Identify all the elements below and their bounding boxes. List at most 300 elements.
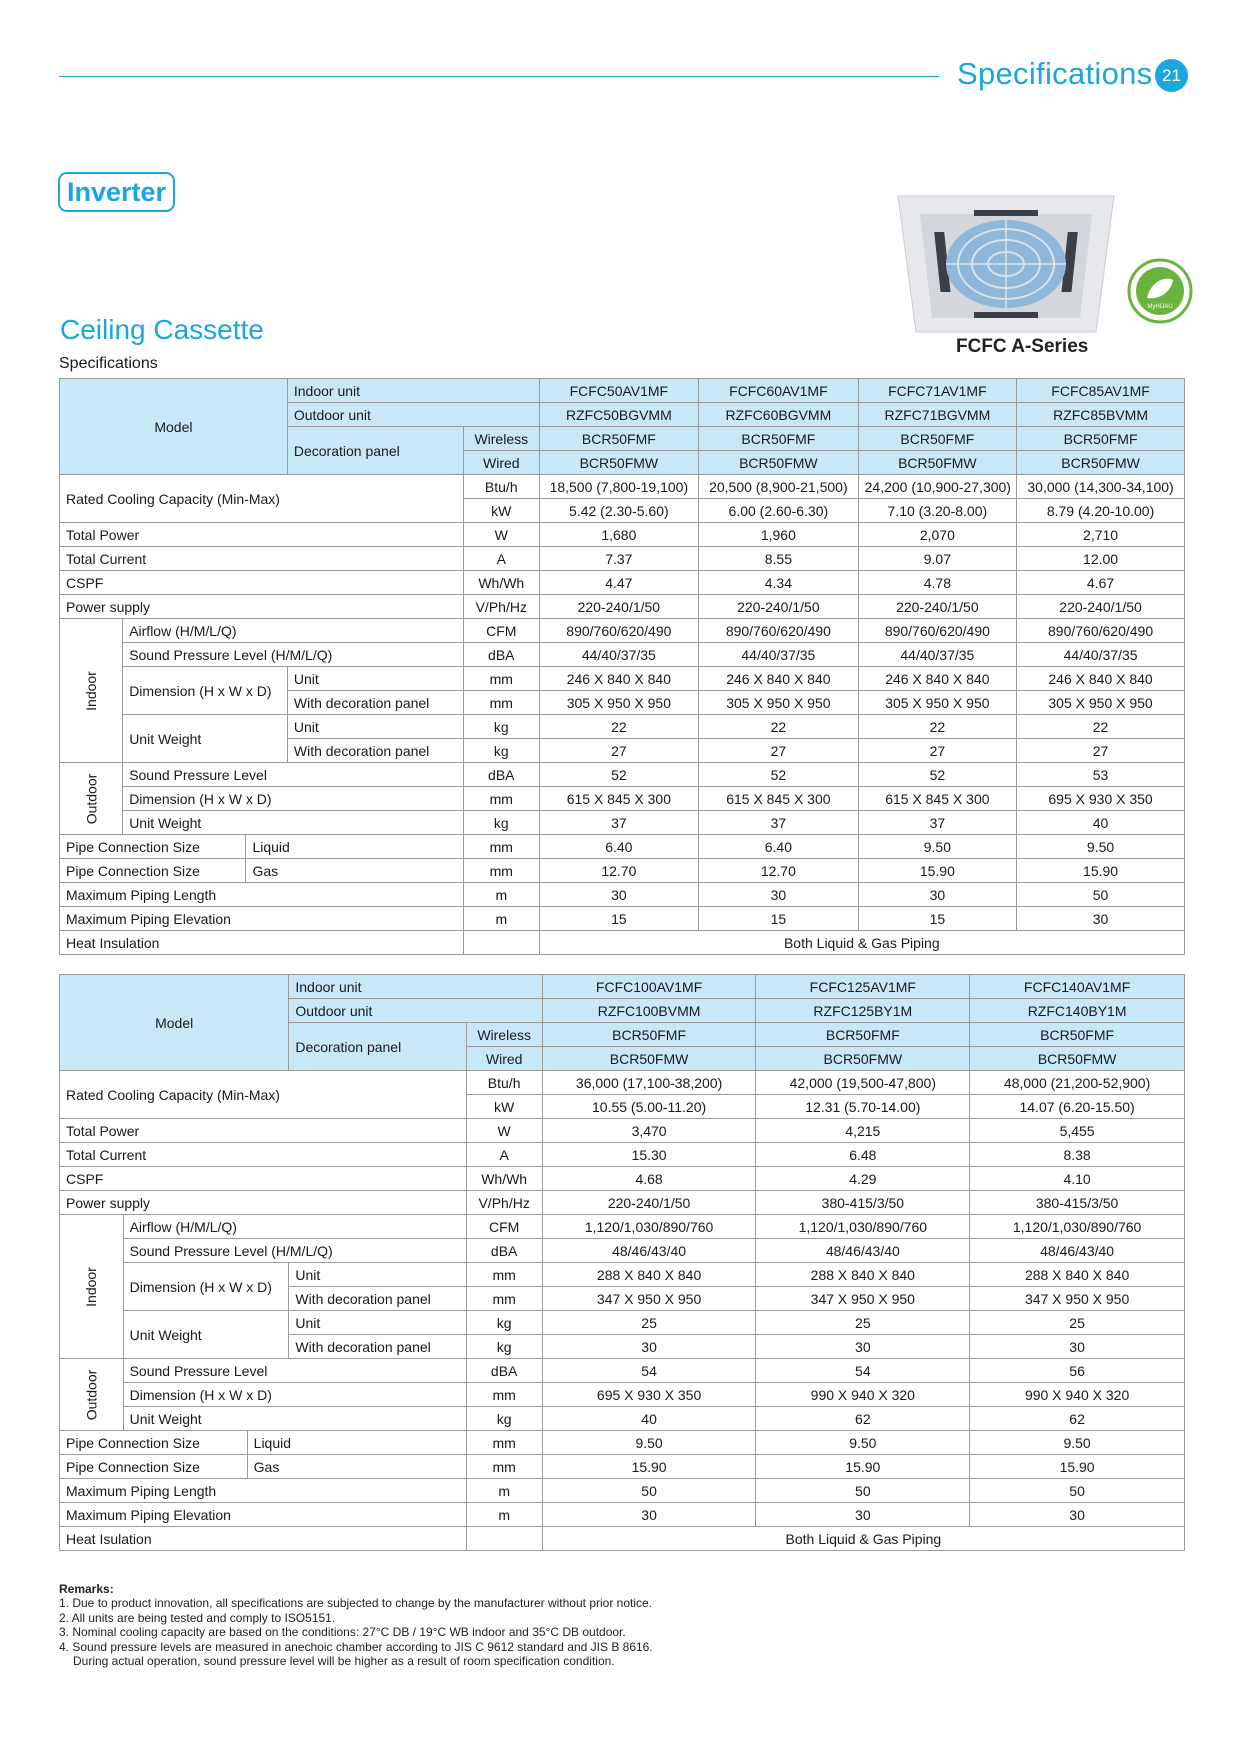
- table-cell: 52: [699, 763, 859, 787]
- table-cell: 37: [858, 811, 1016, 835]
- table-cell: 15.90: [756, 1455, 970, 1479]
- table-cell: 288 X 840 X 840: [542, 1263, 756, 1287]
- row-label: Maximum Piping Elevation: [60, 1503, 467, 1527]
- row-label: Dimension (H x W x D): [123, 667, 288, 715]
- table-cell: 6.40: [539, 835, 699, 859]
- table-cell: 246 X 840 X 840: [1017, 667, 1185, 691]
- table-cell: 22: [539, 715, 699, 739]
- table-cell: FCFC71AV1MF: [858, 379, 1016, 403]
- row-label: Airflow (H/M/L/Q): [123, 619, 464, 643]
- table-cell: 22: [699, 715, 859, 739]
- table-row: [60, 1167, 1185, 1191]
- decoration-panel-label: Decoration panel: [289, 1023, 466, 1071]
- table-cell: 220-240/1/50: [539, 595, 699, 619]
- table-cell: 27: [699, 739, 859, 763]
- table-cell: BCR50FMF: [1017, 427, 1185, 451]
- table-cell: 50: [756, 1479, 970, 1503]
- spec-table-2: [59, 974, 1185, 1551]
- unit-cell: kg: [466, 1311, 542, 1335]
- table-cell: Both Liquid & Gas Piping: [542, 1527, 1184, 1551]
- table-cell: BCR50FMF: [699, 427, 859, 451]
- row-label: Unit Weight: [123, 811, 464, 835]
- unit-cell: [463, 931, 539, 955]
- row-label: Unit Weight: [123, 715, 288, 763]
- table-cell: RZFC71BGVMM: [858, 403, 1016, 427]
- remark-item: 3. Nominal cooling capacity are based on the conditions: 27°C DB / 19°C WB indoor and 35°C DB outdoor.: [59, 1625, 626, 1640]
- table-cell: 246 X 840 X 840: [699, 667, 859, 691]
- table-row: [60, 1455, 1185, 1479]
- table-row: [60, 547, 1185, 571]
- decoration-panel-label: Decoration panel: [287, 427, 463, 475]
- table-cell: RZFC60BGVMM: [699, 403, 859, 427]
- table-row: [60, 1119, 1185, 1143]
- row-label: Dimension (H x W x D): [123, 787, 464, 811]
- table-cell: 14.07 (6.20-15.50): [970, 1095, 1185, 1119]
- table-cell: RZFC50BGVMM: [539, 403, 699, 427]
- table-row: [60, 1191, 1185, 1215]
- table-cell: 15.90: [970, 1455, 1185, 1479]
- table-cell: BCR50FMW: [970, 1047, 1185, 1071]
- myhijau-logo: [1127, 258, 1193, 324]
- table-cell: BCR50FMF: [858, 427, 1016, 451]
- table-cell: 37: [699, 811, 859, 835]
- table-cell: 8.79 (4.20-10.00): [1017, 499, 1185, 523]
- table-cell: 990 X 940 X 320: [756, 1383, 970, 1407]
- table-cell: 54: [542, 1359, 756, 1383]
- table-row: [60, 1311, 1185, 1335]
- table-cell: 8.38: [970, 1143, 1185, 1167]
- wireless-label: Wireless: [466, 1023, 542, 1047]
- table-cell: BCR50FMW: [539, 451, 699, 475]
- table-row: [60, 475, 1185, 499]
- table-row: [60, 595, 1185, 619]
- unit-cell: kg: [463, 811, 539, 835]
- table-row: [60, 1479, 1185, 1503]
- table-cell: 990 X 940 X 320: [970, 1383, 1185, 1407]
- row-label: Pipe Connection Size: [60, 835, 246, 859]
- table-cell: 30: [699, 883, 859, 907]
- table-cell: BCR50FMF: [539, 427, 699, 451]
- unit-cell: Btu/h: [463, 475, 539, 499]
- table-cell: 48/46/43/40: [756, 1239, 970, 1263]
- row-label: Unit: [289, 1263, 466, 1287]
- table-cell: 4.34: [699, 571, 859, 595]
- unit-cell: kg: [463, 715, 539, 739]
- table-cell: 48,000 (21,200-52,900): [970, 1071, 1185, 1095]
- row-label: Dimension (H x W x D): [123, 1263, 289, 1311]
- unit-cell: mm: [463, 691, 539, 715]
- indoor-unit-label: Indoor unit: [289, 975, 542, 999]
- row-label: Power supply: [60, 1191, 467, 1215]
- row-label: With decoration panel: [289, 1335, 466, 1359]
- table-cell: FCFC140AV1MF: [970, 975, 1185, 999]
- table-row: [60, 715, 1185, 739]
- unit-cell: CFM: [463, 619, 539, 643]
- table-cell: 22: [1017, 715, 1185, 739]
- table-cell: 42,000 (19,500-47,800): [756, 1071, 970, 1095]
- page-title: Specifications: [957, 56, 1153, 91]
- row-label: Liquid: [247, 1431, 466, 1455]
- row-label: Heat Isulation: [60, 1527, 467, 1551]
- table-cell: 305 X 950 X 950: [699, 691, 859, 715]
- table-cell: 12.31 (5.70-14.00): [756, 1095, 970, 1119]
- table-cell: 695 X 930 X 350: [1017, 787, 1185, 811]
- table-cell: 44/40/37/35: [539, 643, 699, 667]
- table-cell: 4.10: [970, 1167, 1185, 1191]
- row-label: Pipe Connection Size: [60, 1431, 248, 1455]
- row-label: Sound Pressure Level: [123, 1359, 466, 1383]
- row-label: Pipe Connection Size: [60, 1455, 248, 1479]
- row-label: Sound Pressure Level: [123, 763, 464, 787]
- unit-cell: V/Ph/Hz: [466, 1191, 542, 1215]
- wired-label: Wired: [466, 1047, 542, 1071]
- unit-cell: kg: [463, 739, 539, 763]
- row-label: Sound Pressure Level (H/M/L/Q): [123, 643, 464, 667]
- table-row: [60, 1527, 1185, 1551]
- row-label: Liquid: [246, 835, 464, 859]
- table-cell: BCR50FMW: [1017, 451, 1185, 475]
- unit-cell: [466, 1527, 542, 1551]
- remark-item: During actual operation, sound pressure level will be higher as a result of room specification condition.: [73, 1654, 615, 1669]
- indoor-unit-label: Indoor unit: [287, 379, 539, 403]
- table-cell: FCFC100AV1MF: [542, 975, 756, 999]
- row-label: Unit: [289, 1311, 466, 1335]
- unit-cell: A: [463, 547, 539, 571]
- table-cell: BCR50FMF: [970, 1023, 1185, 1047]
- table-cell: 220-240/1/50: [858, 595, 1016, 619]
- table-cell: 15.90: [858, 859, 1016, 883]
- table-row: [60, 1431, 1185, 1455]
- table-cell: 890/760/620/490: [1017, 619, 1185, 643]
- table-cell: 12.00: [1017, 547, 1185, 571]
- table-cell: 615 X 845 X 300: [699, 787, 859, 811]
- row-label: Gas: [247, 1455, 466, 1479]
- table-cell: FCFC85AV1MF: [1017, 379, 1185, 403]
- table-cell: 3,470: [542, 1119, 756, 1143]
- table-cell: 30,000 (14,300-34,100): [1017, 475, 1185, 499]
- table-row: [60, 1215, 1185, 1239]
- table-cell: 4.67: [1017, 571, 1185, 595]
- table-cell: 48/46/43/40: [970, 1239, 1185, 1263]
- unit-cell: Wh/Wh: [463, 571, 539, 595]
- table-cell: 15: [858, 907, 1016, 931]
- table-row: [60, 1407, 1185, 1431]
- table-cell: BCR50FMW: [542, 1047, 756, 1071]
- row-label: Maximum Piping Length: [60, 883, 464, 907]
- unit-cell: W: [466, 1119, 542, 1143]
- table-cell: FCFC50AV1MF: [539, 379, 699, 403]
- wireless-label: Wireless: [463, 427, 539, 451]
- row-label: Power supply: [60, 595, 464, 619]
- spec-table-1: [59, 378, 1185, 955]
- table-cell: 44/40/37/35: [699, 643, 859, 667]
- table-cell: 48/46/43/40: [542, 1239, 756, 1263]
- section-subtitle: Specifications: [59, 355, 158, 372]
- table-cell: 24,200 (10,900-27,300): [858, 475, 1016, 499]
- table-cell: FCFC125AV1MF: [756, 975, 970, 999]
- row-label: Unit: [287, 667, 463, 691]
- unit-cell: mm: [463, 859, 539, 883]
- table-cell: 2,070: [858, 523, 1016, 547]
- table-cell: 5,455: [970, 1119, 1185, 1143]
- outdoor-unit-label: Outdoor unit: [289, 999, 542, 1023]
- unit-cell: m: [463, 907, 539, 931]
- row-label: Total Current: [60, 1143, 467, 1167]
- row-label: CSPF: [60, 571, 464, 595]
- table-cell: 305 X 950 X 950: [539, 691, 699, 715]
- unit-cell: mm: [463, 787, 539, 811]
- table-row: [60, 1071, 1185, 1095]
- table-cell: Both Liquid & Gas Piping: [539, 931, 1184, 955]
- table-cell: 30: [539, 883, 699, 907]
- table-cell: 288 X 840 X 840: [970, 1263, 1185, 1287]
- outdoor-group-label: Outdoor: [60, 1359, 124, 1431]
- table-row: [60, 763, 1185, 787]
- table-row: [60, 931, 1185, 955]
- table-cell: 9.50: [756, 1431, 970, 1455]
- unit-cell: m: [466, 1503, 542, 1527]
- table-cell: 4,215: [756, 1119, 970, 1143]
- unit-cell: mm: [463, 667, 539, 691]
- table-cell: 380-415/3/50: [970, 1191, 1185, 1215]
- table-cell: 6.48: [756, 1143, 970, 1167]
- page-number: 21: [1155, 59, 1188, 92]
- table-cell: 347 X 950 X 950: [756, 1287, 970, 1311]
- row-label: CSPF: [60, 1167, 467, 1191]
- row-label: Total Power: [60, 523, 464, 547]
- unit-cell: mm: [463, 835, 539, 859]
- table-cell: 890/760/620/490: [858, 619, 1016, 643]
- table-cell: 6.40: [699, 835, 859, 859]
- table-row: [60, 1239, 1185, 1263]
- table-cell: 7.37: [539, 547, 699, 571]
- row-label: Total Current: [60, 547, 464, 571]
- table-cell: RZFC125BY1M: [756, 999, 970, 1023]
- table-cell: 220-240/1/50: [542, 1191, 756, 1215]
- table-cell: 4.78: [858, 571, 1016, 595]
- table-cell: 8.55: [699, 547, 859, 571]
- table-cell: 890/760/620/490: [699, 619, 859, 643]
- unit-cell: dBA: [466, 1359, 542, 1383]
- unit-cell: kW: [463, 499, 539, 523]
- table-cell: 30: [756, 1503, 970, 1527]
- table-cell: 30: [970, 1335, 1185, 1359]
- indoor-group-label: Indoor: [60, 1215, 124, 1359]
- table-cell: 62: [756, 1407, 970, 1431]
- row-label: Unit: [287, 715, 463, 739]
- row-label: Maximum Piping Length: [60, 1479, 467, 1503]
- table-cell: RZFC140BY1M: [970, 999, 1185, 1023]
- table-cell: 305 X 950 X 950: [858, 691, 1016, 715]
- unit-cell: m: [463, 883, 539, 907]
- table-row: [60, 643, 1185, 667]
- table-cell: 246 X 840 X 840: [539, 667, 699, 691]
- table-cell: 9.50: [542, 1431, 756, 1455]
- section-title: Ceiling Cassette: [60, 314, 264, 345]
- unit-cell: Wh/Wh: [466, 1167, 542, 1191]
- table-row: [60, 883, 1185, 907]
- table-cell: FCFC60AV1MF: [699, 379, 859, 403]
- row-label: Unit Weight: [123, 1311, 289, 1359]
- table-row: [60, 571, 1185, 595]
- table-cell: 380-415/3/50: [756, 1191, 970, 1215]
- table-row: [60, 1359, 1185, 1383]
- table-cell: 1,960: [699, 523, 859, 547]
- table-cell: 1,680: [539, 523, 699, 547]
- row-label: Rated Cooling Capacity (Min-Max): [60, 1071, 467, 1119]
- table-row: [60, 619, 1185, 643]
- table-row: [60, 811, 1185, 835]
- ceiling-cassette-image: [890, 192, 1122, 340]
- table-cell: 9.50: [1017, 835, 1185, 859]
- header-rule: [59, 76, 939, 77]
- row-label: With decoration panel: [287, 739, 463, 763]
- table-cell: 50: [542, 1479, 756, 1503]
- table-cell: 347 X 950 X 950: [542, 1287, 756, 1311]
- table-cell: 30: [970, 1503, 1185, 1527]
- table-cell: 4.47: [539, 571, 699, 595]
- unit-cell: W: [463, 523, 539, 547]
- table-cell: 53: [1017, 763, 1185, 787]
- table-cell: 25: [970, 1311, 1185, 1335]
- table-cell: BCR50FMW: [699, 451, 859, 475]
- row-label: Unit Weight: [123, 1407, 466, 1431]
- table-row: [60, 835, 1185, 859]
- unit-cell: mm: [466, 1383, 542, 1407]
- row-label: Total Power: [60, 1119, 467, 1143]
- unit-cell: V/Ph/Hz: [463, 595, 539, 619]
- svg-text:MyHIJAU: MyHIJAU: [1147, 304, 1173, 310]
- unit-cell: Btu/h: [466, 1071, 542, 1095]
- table-cell: 4.68: [542, 1167, 756, 1191]
- unit-cell: A: [466, 1143, 542, 1167]
- unit-cell: kg: [466, 1335, 542, 1359]
- table-cell: 54: [756, 1359, 970, 1383]
- table-cell: 615 X 845 X 300: [858, 787, 1016, 811]
- table-cell: 9.50: [970, 1431, 1185, 1455]
- table-cell: 15.30: [542, 1143, 756, 1167]
- table-cell: BCR50FMW: [858, 451, 1016, 475]
- table-cell: 15: [539, 907, 699, 931]
- table-cell: 36,000 (17,100-38,200): [542, 1071, 756, 1095]
- table-cell: 40: [542, 1407, 756, 1431]
- unit-cell: mm: [466, 1287, 542, 1311]
- table-cell: 7.10 (3.20-8.00): [858, 499, 1016, 523]
- table-cell: 25: [756, 1311, 970, 1335]
- outdoor-unit-label: Outdoor unit: [287, 403, 539, 427]
- table-cell: 30: [1017, 907, 1185, 931]
- table-row: [60, 787, 1185, 811]
- table-cell: 30: [542, 1335, 756, 1359]
- model-label: Model: [60, 975, 289, 1071]
- table-row: [60, 975, 1185, 999]
- table-row: [60, 1503, 1185, 1527]
- table-cell: 50: [970, 1479, 1185, 1503]
- unit-cell: dBA: [463, 763, 539, 787]
- table-row: [60, 907, 1185, 931]
- unit-cell: kg: [466, 1407, 542, 1431]
- row-label: Gas: [246, 859, 464, 883]
- table-cell: 12.70: [539, 859, 699, 883]
- table-row: [60, 523, 1185, 547]
- table-cell: 52: [539, 763, 699, 787]
- table-cell: 615 X 845 X 300: [539, 787, 699, 811]
- unit-cell: dBA: [466, 1239, 542, 1263]
- wired-label: Wired: [463, 451, 539, 475]
- remark-item: 4. Sound pressure levels are measured in anechoic chamber according to JIS C 9612 standard and JIS B 8616.: [59, 1639, 653, 1654]
- row-label: Maximum Piping Elevation: [60, 907, 464, 931]
- table-row: [60, 379, 1185, 403]
- table-row: [60, 667, 1185, 691]
- row-label: With decoration panel: [289, 1287, 466, 1311]
- table-row: [60, 1383, 1185, 1407]
- table-cell: 288 X 840 X 840: [756, 1263, 970, 1287]
- row-label: Sound Pressure Level (H/M/L/Q): [123, 1239, 466, 1263]
- row-label: Pipe Connection Size: [60, 859, 246, 883]
- row-label: Airflow (H/M/L/Q): [123, 1215, 466, 1239]
- unit-cell: mm: [466, 1431, 542, 1455]
- table-cell: 220-240/1/50: [1017, 595, 1185, 619]
- unit-cell: kW: [466, 1095, 542, 1119]
- table-cell: 25: [542, 1311, 756, 1335]
- table-cell: 2,710: [1017, 523, 1185, 547]
- table-cell: 6.00 (2.60-6.30): [699, 499, 859, 523]
- table-row: [60, 1263, 1185, 1287]
- table-cell: 44/40/37/35: [1017, 643, 1185, 667]
- remarks: [59, 1582, 653, 1668]
- table-cell: 30: [542, 1503, 756, 1527]
- table-cell: 246 X 840 X 840: [858, 667, 1016, 691]
- series-name: FCFC A-Series: [956, 336, 1089, 357]
- table-cell: 27: [539, 739, 699, 763]
- remark-item: 2. All units are being tested and comply to ISO5151.: [59, 1610, 336, 1625]
- table-cell: 30: [756, 1335, 970, 1359]
- table-cell: 9.50: [858, 835, 1016, 859]
- remark-item: 1. Due to product innovation, all specifications are subjected to change by the manufacturer without prior notice.: [59, 1596, 653, 1611]
- table-cell: 220-240/1/50: [699, 595, 859, 619]
- table-cell: 5.42 (2.30-5.60): [539, 499, 699, 523]
- table-cell: 18,500 (7,800-19,100): [539, 475, 699, 499]
- table-cell: 20,500 (8,900-21,500): [699, 475, 859, 499]
- table-cell: 22: [858, 715, 1016, 739]
- indoor-group-label: Indoor: [60, 619, 123, 763]
- table-cell: 62: [970, 1407, 1185, 1431]
- table-cell: RZFC100BVMM: [542, 999, 756, 1023]
- outdoor-group-label: Outdoor: [60, 763, 123, 835]
- row-label: Dimension (H x W x D): [123, 1383, 466, 1407]
- unit-cell: m: [466, 1479, 542, 1503]
- table-cell: 50: [1017, 883, 1185, 907]
- table-cell: 27: [858, 739, 1016, 763]
- table-cell: BCR50FMF: [756, 1023, 970, 1047]
- remarks-title: Remarks:: [59, 1582, 114, 1596]
- table-cell: 1,120/1,030/890/760: [756, 1215, 970, 1239]
- table-cell: BCR50FMF: [542, 1023, 756, 1047]
- table-cell: 37: [539, 811, 699, 835]
- table-cell: 305 X 950 X 950: [1017, 691, 1185, 715]
- table-cell: BCR50FMW: [756, 1047, 970, 1071]
- row-label: With decoration panel: [287, 691, 463, 715]
- table-cell: 30: [858, 883, 1016, 907]
- table-cell: 56: [970, 1359, 1185, 1383]
- table-cell: 9.07: [858, 547, 1016, 571]
- table-cell: 890/760/620/490: [539, 619, 699, 643]
- table-cell: 15.90: [1017, 859, 1185, 883]
- table-cell: 10.55 (5.00-11.20): [542, 1095, 756, 1119]
- table-cell: 40: [1017, 811, 1185, 835]
- table-cell: 52: [858, 763, 1016, 787]
- table-row: [60, 1143, 1185, 1167]
